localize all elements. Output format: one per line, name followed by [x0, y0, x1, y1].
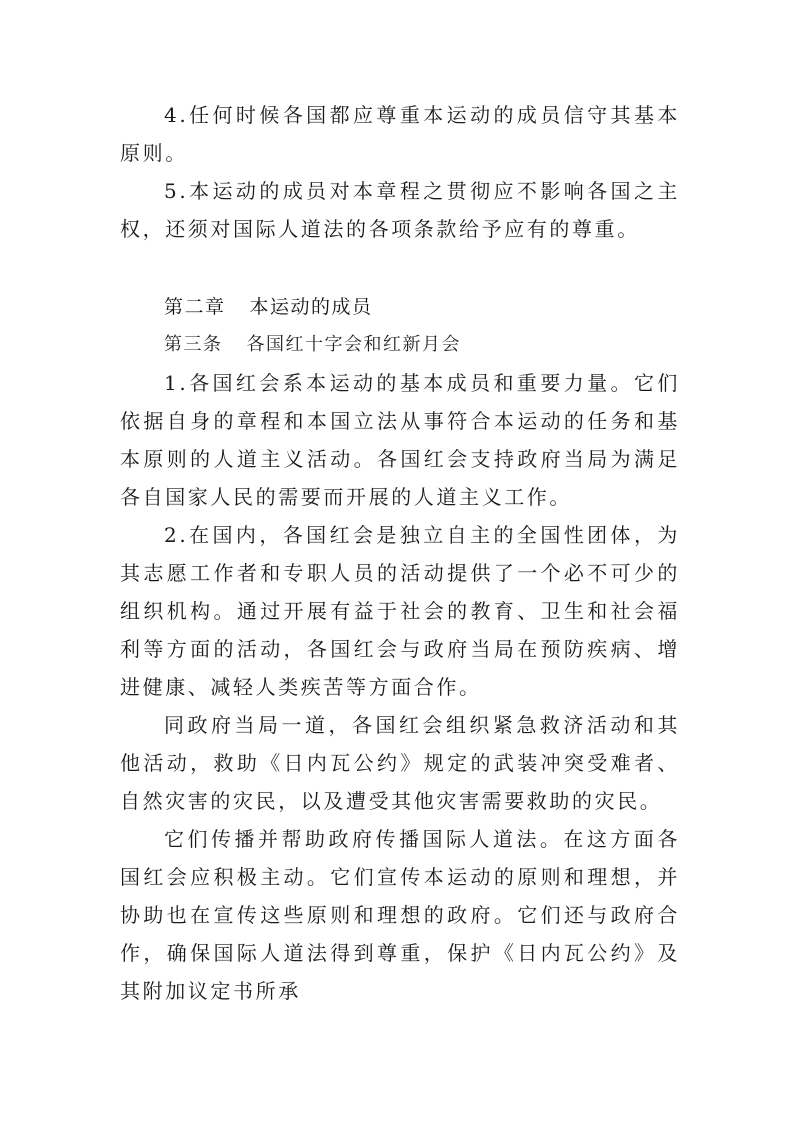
article-heading	[120, 326, 680, 364]
article-title: 各国红十字会和红新月会	[246, 334, 461, 355]
paragraph-relief: 同政府当局一道，各国红会组织紧急救济活动和其他活动，救助《日内瓦公约》规定的武装冲突受难者、自然灾害的灾民，以及遭受其他灾害需要救助的灾民。	[120, 713, 680, 813]
paragraph-article-3-1: 1.各国红会系本运动的基本成员和重要力量。它们依据自身的章程和本国立法从事符合本运动的任务和基本原则的人道主义活动。各国红会支持政府当局为满足各自国家人民的需要而开展的人道主义工作。	[120, 371, 680, 509]
article-number: 第三条	[164, 334, 223, 355]
chapter-number: 第二章	[164, 296, 226, 318]
paragraph-article-3-2: 2.在国内，各国红会是独立自主的全国性团体，为其志愿工作者和专职人员的活动提供了一个必不可少的组织机构。通过开展有益于社会的教育、卫生和社会福利等方面的活动，各国红会与政府当局在预防疾病、增进健康、减轻人类疾苦等方面合作。	[120, 523, 680, 699]
document-page	[120, 96, 680, 1010]
chapter-heading	[120, 288, 680, 326]
chapter-title: 本运动的成员	[249, 296, 373, 318]
paragraph-dissemination: 它们传播并帮助政府传播国际人道法。在这方面各国红会应积极主动。它们宣传本运动的原则和理想，并协助也在宣传这些原则和理想的政府。它们还与政府合作，确保国际人道法得到尊重，保护《日内瓦公约》及其附加议定书所承	[120, 827, 680, 1003]
paragraph-5: 5.本运动的成员对本章程之贯彻应不影响各国之主权，还须对国际人道法的各项条款给予应有的尊重。	[120, 179, 680, 241]
paragraph-4: 4.任何时候各国都应尊重本运动的成员信守其基本原则。	[120, 103, 680, 165]
